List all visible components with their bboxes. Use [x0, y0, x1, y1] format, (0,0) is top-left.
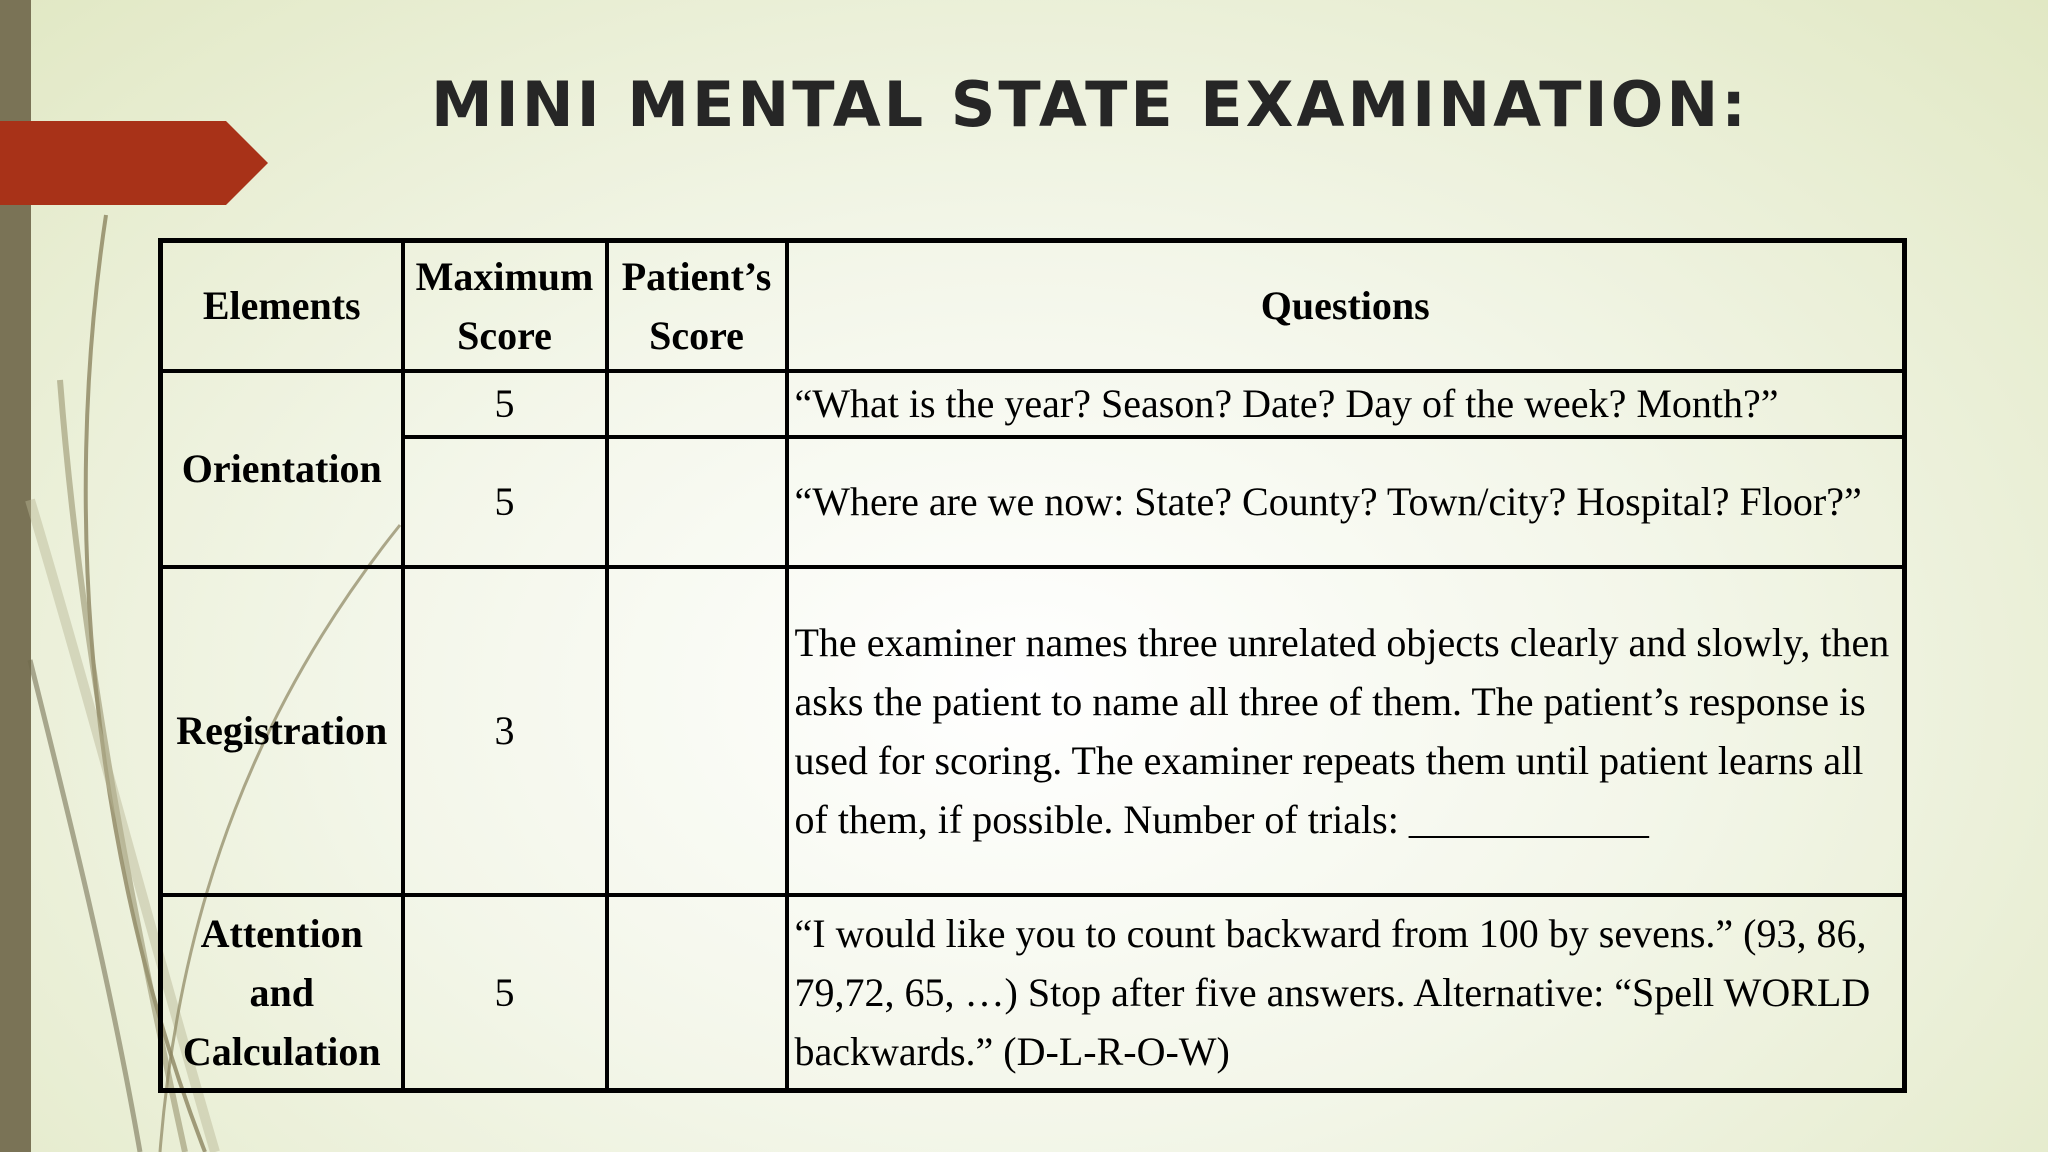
patient-score-cell	[607, 895, 787, 1091]
max-score-cell: 5	[403, 437, 607, 567]
slide-title: MINI MENTAL STATE EXAMINATION:	[430, 68, 1750, 141]
element-line: Attention	[200, 910, 363, 956]
question-cell: “What is the year? Season? Date? Day of the week? Month?”	[787, 371, 1905, 437]
max-score-cell: 5	[403, 371, 607, 437]
element-line: Calculation	[182, 1028, 381, 1074]
element-orientation: Orientation	[161, 371, 403, 567]
arrow-tab-decoration	[0, 121, 268, 205]
element-registration: Registration	[161, 567, 403, 895]
patient-score-cell	[607, 567, 787, 895]
header-patient-score-line2: Score	[649, 312, 744, 358]
table-header-row	[161, 241, 1905, 371]
table-row	[161, 567, 1905, 895]
max-score-cell: 5	[403, 895, 607, 1091]
header-questions: Questions	[787, 241, 1905, 371]
max-score-cell: 3	[403, 567, 607, 895]
patient-score-cell	[607, 371, 787, 437]
header-elements: Elements	[161, 241, 403, 371]
table-row	[161, 895, 1905, 1091]
header-maximum-score-line2: Score	[457, 312, 552, 358]
patient-score-cell	[607, 437, 787, 567]
question-cell: “Where are we now: State? County? Town/city? Hospital? Floor?”	[787, 437, 1905, 567]
question-cell: “I would like you to count backward from 100 by sevens.” (93, 86, 79,72, 65, …) Stop after five answers. Alternative: “Spell WORLD backwards.” (D-L-R-O-W)	[787, 895, 1905, 1091]
element-line: and	[249, 969, 314, 1015]
question-cell: The examiner names three unrelated objects clearly and slowly, then asks the patient to name all three of them. The patient’s response is used for scoring. The examiner repeats them until patient learns all of them, if possible. Number of trials: ____________	[787, 567, 1905, 895]
element-attention-calculation	[161, 895, 403, 1091]
mmse-table	[158, 238, 1907, 1093]
table-row	[161, 371, 1905, 437]
table-row	[161, 437, 1905, 567]
header-patient-score	[607, 241, 787, 371]
header-maximum-score-line1: Maximum	[415, 253, 594, 299]
header-maximum-score	[403, 241, 607, 371]
header-patient-score-line1: Patient’s	[621, 253, 772, 299]
